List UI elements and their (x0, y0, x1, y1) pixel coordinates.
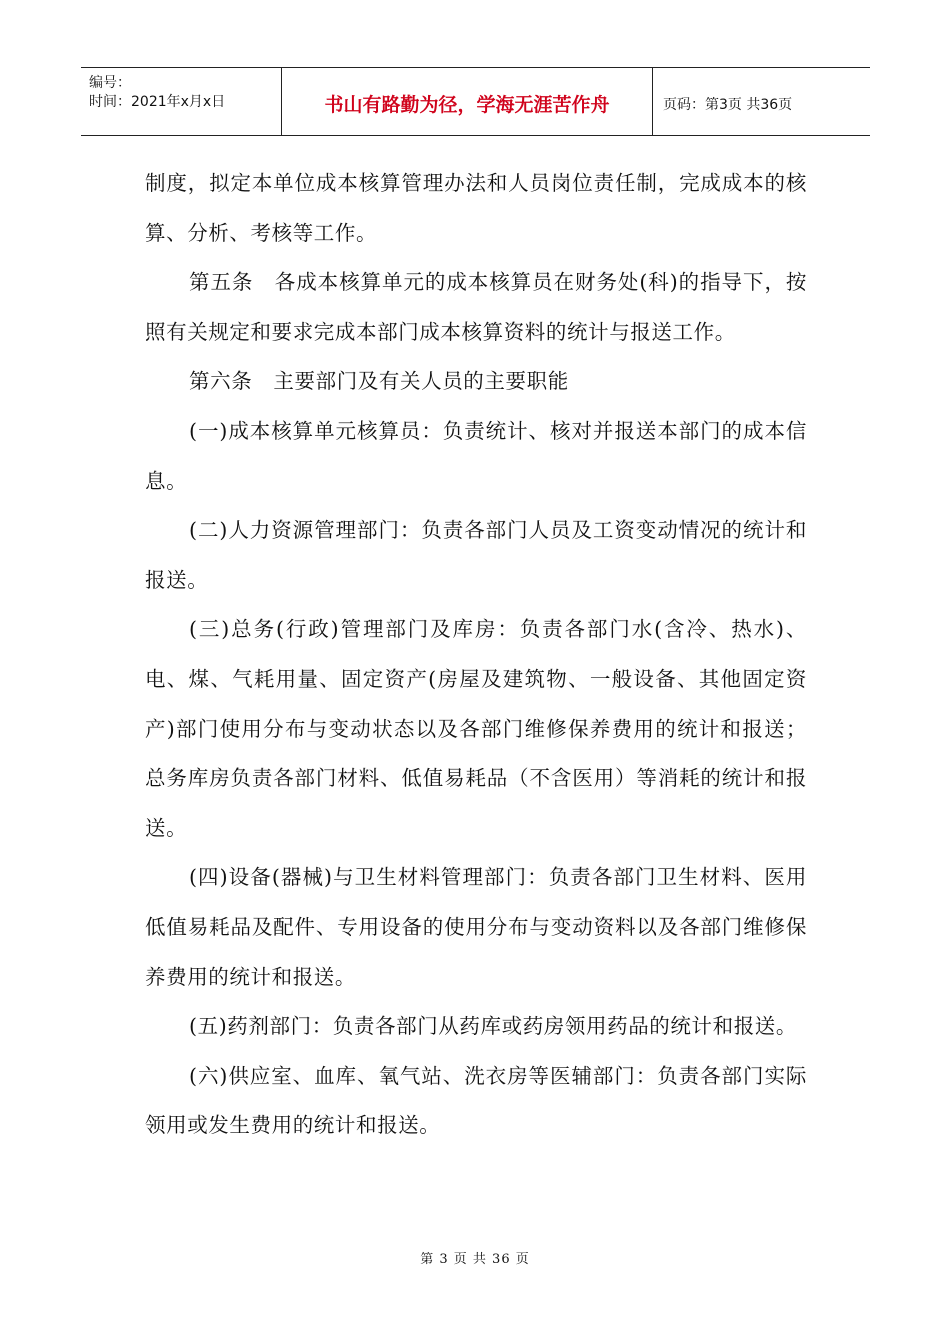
article-five: 第五条 各成本核算单元的成本核算员在财务处(科)的指导下，按照有关规定和要求完成本部门成本核算资料的统计与报送工作。 (145, 270, 807, 344)
doc-number-label: 编号： (89, 75, 131, 91)
date-line: 时间：2021年x月x日 (89, 94, 226, 110)
header-page-info: 页码：第3页 共36页 (663, 96, 793, 113)
item-two: (二)人力资源管理部门：负责各部门人员及工资变动情况的统计和报送。 (145, 518, 807, 592)
header-meta (81, 68, 282, 135)
item-five: (五)药剂部门：负责各部门从药库或药房领用药品的统计和报送。 (189, 1014, 797, 1039)
item-four: (四)设备(器械)与卫生材料管理部门：负责各部门卫生材料、医用低值易耗品及配件、专用设备的使用分布与变动资料以及各部门维修保养费用的统计和报送。 (145, 865, 807, 989)
item-one: (一)成本核算单元核算员：负责统计、核对并报送本部门的成本信息。 (145, 418, 807, 493)
item-three: (三)总务(行政)管理部门及库房：负责各部门水(含冷、热水)、电、煤、气耗用量、固定资产(房屋及建筑物、一般设备、其他固定资产)部门使用分布与变动状态以及各部门维修保养费用的统计和报送；总务库房负责各部门材料、低值易耗品（不含医用）等消耗的统计和报送。 (145, 617, 807, 840)
item-six: (六)供应室、血库、氧气站、洗衣房等医辅部门：负责各部门实际领用或发生费用的统计和报送。 (145, 1063, 807, 1138)
article-six: 第六条 主要部门及有关人员的主要职能 (189, 369, 569, 394)
header-motto: 书山有路勤为径，学海无涯苦作舟 (282, 68, 653, 135)
paragraph-continuation: 制度，拟定本单位成本核算管理办法和人员岗位责任制，完成成本的核算、分析、考核等工作。 (145, 171, 807, 245)
document-body (145, 159, 807, 1151)
page-footer: 第 3 页 共 36 页 (420, 1252, 530, 1267)
page-header (81, 67, 870, 136)
